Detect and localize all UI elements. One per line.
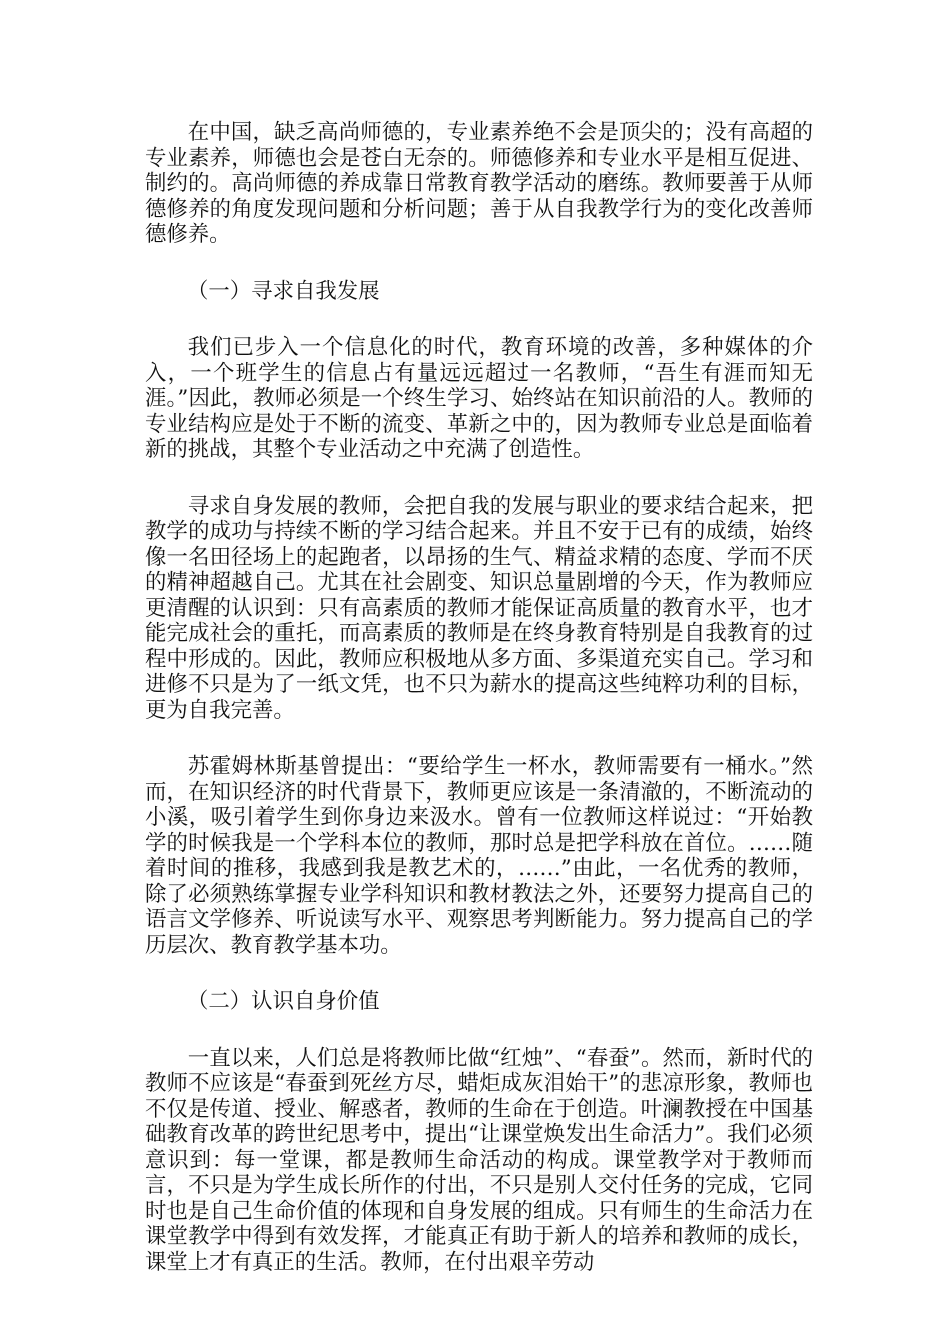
section-heading-self-value: （二）认识自身价值: [187, 989, 380, 1014]
paragraph-sukhomlinsky-quote: 苏霍姆林斯基曾提出：“要给学生一杯水，教师需要有一桶水。”然而，在知识经济的时代背景下，教师更应该是一条清澈的，不断流动的小溪，吸引着学生到你身边来汲水。曾有一位教师这样说过：“开始教学的时候我是一个学科本位的教师，那时总是把学科放在首位。……随着时间的推移，我感到我是教艺术的，……”由此，一名优秀的教师，除了必须熟练掌握专业学科知识和教材教法之外，还要努力提高自己的语言文学修养、听说读写水平、观察思考判断能力。努力提高自己的学历层次、教育教学基本功。: [145, 754, 813, 958]
section-heading-self-development: （一）寻求自我发展: [187, 278, 380, 304]
paragraph-teacher-ethics: 在中国，缺乏高尚师德的，专业素养绝不会是顶尖的；没有高超的专业素养，师德也会是苍白无奈的。师德修养和专业水平是相互促进、制约的。高尚师德的养成靠日常教育教学活动的磨练。教师要善于从师德修养的角度发现问题和分析问题；善于从自我教学行为的变化改善师德修养。: [145, 120, 813, 247]
document-page: [145, 120, 813, 1275]
paragraph-seeking-development: 寻求自身发展的教师，会把自我的发展与职业的要求结合起来，把教学的成功与持续不断的学习结合起来。并且不安于已有的成绩，始终像一名田径场上的起跑者，以昂扬的生气、精益求精的态度、学而不厌的精神超越自己。尤其在社会剧变、知识总量剧增的今天，作为教师应更清醒的认识到：只有高素质的教师才能保证高质量的教育水平，也才能完成社会的重托，而高素质的教师是在终身教育特别是自我教育的过程中形成的。因此，教师应积极地从多方面、多渠道充实自己。学习和进修不只是为了一纸文凭，也不只为薪水的提高这些纯粹功利的目标，更为自我完善。: [145, 493, 813, 723]
paragraph-red-candle: 一直以来，人们总是将教师比做“红烛”、“春蚕”。然而，新时代的教师不应该是“春蚕到死丝方尽，蜡炬成灰泪始干”的悲凉形象，教师也不仅是传道、授业、解惑者，教师的生命在于创造。叶澜教授在中国基础教育改革的跨世纪思考中，提出“让课堂焕发出生命活力”。我们必须意识到：每一堂课，都是教师生命活动的构成。课堂教学对于教师而言，不只是为学生成长所作的付出，不只是别人交付任务的完成，它同时也是自己生命价值的体现和自身发展的组成。只有师生的生命活力在课堂教学中得到有效发挥，才能真正有助于新人的培养和教师的成长，课堂上才有真正的生活。教师，在付出艰辛劳动: [145, 1045, 813, 1275]
paragraph-information-age: 我们已步入一个信息化的时代，教育环境的改善，多种媒体的介入，一个班学生的信息占有量远远超过一名教师，“吾生有涯而知无涯。”因此，教师必须是一个终生学习、始终站在知识前沿的人。教师的专业结构应是处于不断的流变、革新之中的，因为教师专业总是面临着新的挑战，其整个专业活动之中充满了创造性。: [145, 335, 813, 462]
